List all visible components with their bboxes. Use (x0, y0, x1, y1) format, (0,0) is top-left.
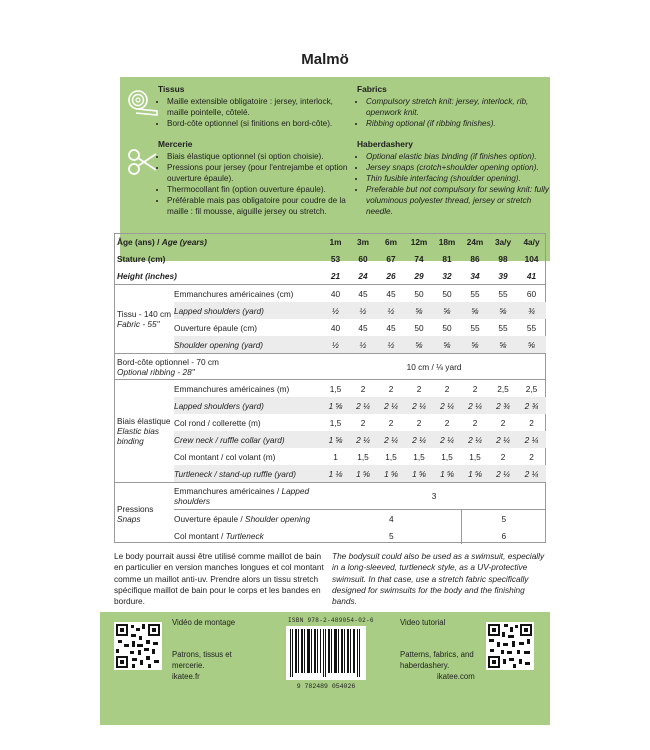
fabrics-item: • Ribbing optional (if ribbing finishes). (366, 118, 552, 129)
value-cell: 2 ¼ (433, 431, 461, 448)
value-cell: ⅝ (405, 336, 433, 354)
value-cell: ½ (322, 336, 349, 354)
fabrics-heading: Fabrics (357, 84, 387, 94)
tissus-section (158, 84, 353, 129)
snaps-label-fr: Pressions (117, 503, 154, 514)
age-cell: 3m (357, 236, 370, 247)
row-label: Col rond / collerette (m) (174, 417, 261, 428)
value-cell: 2 (529, 451, 534, 462)
tissu-label-fr: Tissu - 140 cm (117, 309, 172, 319)
value-cell: 1 ⅝ (322, 397, 349, 414)
value-cell: 2 (377, 380, 405, 398)
site-fr[interactable]: ikatee.fr (172, 672, 200, 681)
value-cell: 2 ¼ (377, 397, 405, 414)
value-cell: 1 ⅛ (322, 465, 349, 483)
row-label: Shoulder opening (yard) (174, 336, 322, 354)
value-cell: 3 (322, 483, 546, 510)
pattern-back-cover (100, 40, 550, 725)
tissu-row (114, 336, 546, 354)
value-cell: 2 ¼ (461, 397, 489, 414)
row-label (174, 527, 322, 544)
age-cell: 6m (385, 236, 398, 247)
tissu-row (114, 285, 546, 303)
biais-row (114, 414, 546, 431)
value-cell: ⅝ (433, 302, 461, 319)
value-cell: 1 ⅝ (405, 465, 433, 483)
height-cell: 26 (386, 270, 396, 281)
value-cell: ⅝ (433, 336, 461, 354)
stature-label: Stature (cm) (117, 253, 166, 264)
age-cell: 18m (438, 236, 456, 247)
biais-label-fr: Biais élastique (117, 416, 171, 426)
value-cell: 1,5 (413, 451, 425, 462)
biais-row (114, 448, 546, 465)
row-label: Turtleneck / stand-up ruffle (yard) (174, 465, 322, 483)
value-cell: 4 (322, 510, 461, 528)
row-label-en: Turtleneck (225, 530, 264, 541)
qr-code-en[interactable] (486, 622, 534, 670)
biais-label (114, 380, 174, 483)
stature-row (114, 250, 546, 267)
row-label (174, 510, 322, 528)
row-label-fr: Ouverture épaule / (174, 513, 246, 524)
age-row (114, 233, 546, 250)
snaps-label (114, 483, 174, 545)
value-cell: ⅝ (405, 302, 433, 319)
value-cell: 45 (349, 285, 377, 303)
value-cell: 2 ¼ (405, 397, 433, 414)
value-cell: 2 ¼ (489, 465, 517, 483)
value-cell: 1 ⅝ (322, 431, 349, 448)
note-fr: Le body pourrait aussi être utilisé comme maillot de bain en particulier en version manches longues et col montant comme un maillot anti-uv. Prendre alors un tissu stretch spécifique maillot de bain pour le corps et les bandes en bordure. (114, 551, 324, 607)
age-cell: 3a/y (494, 236, 512, 247)
fabrics-item: • Compulsory stretch knit: jersey, interlock, rib, openwork knit. (366, 96, 552, 118)
age-label-en: Age (years) (161, 236, 207, 247)
value-cell: ½ (377, 336, 405, 354)
value-cell: 55 (461, 285, 489, 303)
value-cell: 2 (472, 417, 478, 428)
age-cell: 24m (466, 236, 484, 247)
tissus-item: • Bord-côte optionnel (si finitions en bord-côte). (167, 118, 353, 129)
value-cell: 2 ¼ (517, 431, 546, 448)
note-en: The bodysuit could also be used as a swimsuit, especially in a long-sleeved, turtleneck style, as a UV-protective swimsuit. In that case, use a stretch fabric specifically designed for swimsuits for the body and the finishing bands. (332, 551, 545, 607)
value-cell: 1,5 (441, 451, 453, 462)
snaps-row (114, 527, 546, 544)
value-cell: 60 (517, 285, 546, 303)
page-title: Malmö (301, 51, 349, 68)
value-cell: 2 ¼ (461, 431, 489, 448)
value-cell: 2 ¼ (349, 397, 377, 414)
height-cell: 41 (526, 270, 537, 281)
ribbing-row (114, 354, 546, 380)
haberdashery-heading: Haberdashery (357, 139, 413, 149)
haberdashery-item: • Jersey snaps (crotch+shoulder opening option). (366, 162, 552, 173)
value-cell: 1 ⅝ (461, 465, 489, 483)
height-cell: 39 (498, 270, 508, 281)
value-cell: 2 ¼ (405, 431, 433, 448)
stature-cell: 98 (498, 253, 508, 264)
row-label: Emmanchures américaines (cm) (174, 285, 322, 303)
value-cell: 2 ¼ (517, 465, 546, 483)
row-label: Lapped shoulders (yard) (174, 302, 322, 319)
value-cell: 55 (526, 322, 537, 333)
value-cell: 55 (489, 285, 517, 303)
haberdashery-item: • Preferable but not compulsory for sewing knit: fully voluminous polyester thread, jersey or stretch needle. (366, 184, 552, 217)
row-label-fr: Col montant / (174, 530, 226, 541)
value-cell: 2 ¼ (489, 431, 517, 448)
video-label-fr: Vidéo de montage (172, 618, 236, 627)
fabrics-section (357, 84, 552, 129)
tissu-label (114, 285, 174, 354)
biais-row (114, 465, 546, 483)
ribbing-label (114, 354, 322, 380)
row-label: Crew neck / ruffle collar (yard) (174, 431, 322, 448)
ribbing-value: 10 cm / ⅛ yard (322, 354, 546, 380)
value-cell: 2 ¼ (433, 397, 461, 414)
value-cell: 50 (442, 322, 452, 333)
value-cell: 1 (333, 451, 338, 462)
barcode-number: 9 782489 054026 (296, 683, 356, 690)
biais-row (114, 397, 546, 414)
row-label-en: Shoulder opening (245, 513, 311, 524)
value-cell: 1,5 (385, 451, 397, 462)
biais-row (114, 431, 546, 448)
value-cell: ½ (322, 302, 349, 319)
tissus-heading: Tissus (158, 84, 185, 94)
value-cell: ⅝ (461, 302, 489, 319)
value-cell: 1,5 (322, 380, 349, 398)
value-cell: 5 (461, 510, 546, 528)
value-cell: 1 ⅝ (433, 465, 461, 483)
value-cell: 5 (388, 530, 394, 541)
row-label-en: Lapped shoulders (174, 486, 310, 506)
value-cell: 2 (388, 417, 394, 428)
value-cell: ⅝ (517, 336, 546, 354)
value-cell: 2,5 (517, 380, 546, 398)
value-cell: 2 (405, 380, 433, 398)
height-cell: 29 (414, 270, 424, 281)
value-cell: 1 ⅝ (349, 465, 377, 483)
value-cell: 50 (405, 285, 433, 303)
value-cell: 6 (461, 527, 546, 544)
height-cell: 24 (358, 270, 368, 281)
value-cell: 2 (529, 417, 534, 428)
haberdashery-section (357, 139, 552, 217)
value-cell: 2 (500, 451, 506, 462)
stature-cell: 60 (358, 253, 368, 264)
value-cell: ½ (377, 302, 405, 319)
mercerie-item: • Biais élastique optionnel (si option choisie). (167, 151, 353, 162)
age-label-fr: Âge (ans) / (117, 236, 162, 247)
value-cell: 45 (386, 322, 396, 333)
value-cell: 2 (444, 417, 450, 428)
shop-label-en: Patterns, fabrics, and haberdashery. (400, 650, 474, 670)
value-cell: ⅝ (489, 336, 517, 354)
age-cell: 12m (410, 236, 428, 247)
height-cell: 34 (470, 270, 480, 281)
value-cell: ⅝ (489, 302, 517, 319)
mercerie-item: • Pressions pour jersey (pour l'entrejambe et option ouverture épaule). (167, 162, 353, 184)
value-cell: 1 ⅝ (377, 465, 405, 483)
value-cell: 40 (330, 322, 341, 333)
row-label (174, 483, 322, 510)
value-cell: 2 (416, 417, 422, 428)
value-cell: 45 (377, 285, 405, 303)
isbn: ISBN 978-2-489054-02-6 (288, 617, 374, 624)
stature-cell: 53 (330, 253, 341, 264)
haberdashery-item: • Optional elastic bias binding (if finishes option). (366, 151, 552, 162)
value-cell: 1,5 (469, 451, 481, 462)
mercerie-item: • Thermocollant fin (option ouverture épaule). (167, 184, 353, 195)
row-label: Ouverture épaule (cm) (174, 322, 258, 333)
value-cell: 40 (322, 285, 349, 303)
size-table (114, 233, 546, 544)
tissu-label-en: Fabric - 55" (117, 319, 160, 329)
value-cell: ¾ (517, 302, 546, 319)
age-cell: 1m (329, 236, 342, 247)
value-cell: 2 (500, 417, 506, 428)
value-cell: 2 (433, 380, 461, 398)
row-label: Col montant / col volant (m) (174, 451, 276, 462)
video-label-en: Video tutorial (400, 618, 446, 627)
shop-label-fr: Patrons, tissus et mercerie. (172, 650, 232, 670)
biais-row (114, 380, 546, 398)
height-label: Height (inches) (117, 270, 177, 281)
tissu-row (114, 302, 546, 319)
value-cell: 50 (433, 285, 461, 303)
tissus-item: • Maille extensible obligatoire : jersey, interlock, maille pointelle, côtelé. (167, 96, 353, 118)
value-cell: 1,5 (329, 417, 342, 428)
value-cell: ½ (349, 336, 377, 354)
height-cell: 21 (330, 270, 341, 281)
height-cell: 32 (442, 270, 452, 281)
barcode (286, 626, 366, 680)
footer-panel (100, 612, 550, 725)
value-cell: 55 (498, 322, 508, 333)
value-cell: 2 ¼ (377, 431, 405, 448)
age-cell: 4a/y (523, 236, 540, 247)
row-label-fr: Emmanchures américaines / (174, 486, 282, 496)
value-cell: ⅝ (461, 336, 489, 354)
stature-cell: 104 (524, 253, 539, 264)
value-cell: 50 (414, 322, 424, 333)
stature-cell: 86 (470, 253, 480, 264)
mercerie-section (158, 139, 353, 217)
value-cell: 2 ¾ (489, 397, 517, 414)
value-cell: 45 (358, 322, 368, 333)
mercerie-heading: Mercerie (158, 139, 193, 149)
value-cell: 2 ¾ (517, 397, 546, 414)
value-cell: 2 ¼ (349, 431, 377, 448)
value-cell: ½ (349, 302, 377, 319)
row-label: Emmanchures américaines (m) (174, 380, 322, 398)
biais-label-en: Elastic bias binding (117, 426, 159, 446)
stature-cell: 67 (386, 253, 396, 264)
snaps-row (114, 510, 546, 528)
value-cell: 1,5 (357, 451, 369, 462)
snaps-label-en: Snaps (117, 513, 141, 524)
ribbing-label-fr: Bord-côte optionnel - 70 cm (117, 356, 219, 367)
mercerie-item: • Préférable mais pas obligatoire pour coudre de la maille : fil mousse, aiguille jersey ou stretch. (167, 195, 353, 217)
value-cell: 2,5 (489, 380, 517, 398)
row-label: Lapped shoulders (yard) (174, 397, 322, 414)
haberdashery-item: • Thin fusible interfacing (shoulder opening). (366, 173, 552, 184)
stature-cell: 74 (414, 253, 424, 264)
height-row (114, 267, 546, 285)
value-cell: 2 (349, 380, 377, 398)
site-en[interactable]: ikatee.com (437, 672, 475, 681)
ribbing-label-en: Optional ribbing - 28" (117, 366, 195, 377)
snaps-row (114, 483, 546, 510)
stature-cell: 81 (442, 253, 452, 264)
value-cell: 2 (360, 417, 366, 428)
value-cell: 55 (470, 322, 480, 333)
qr-code-fr[interactable] (114, 622, 162, 670)
tissu-row (114, 319, 546, 336)
value-cell: 2 (461, 380, 489, 398)
